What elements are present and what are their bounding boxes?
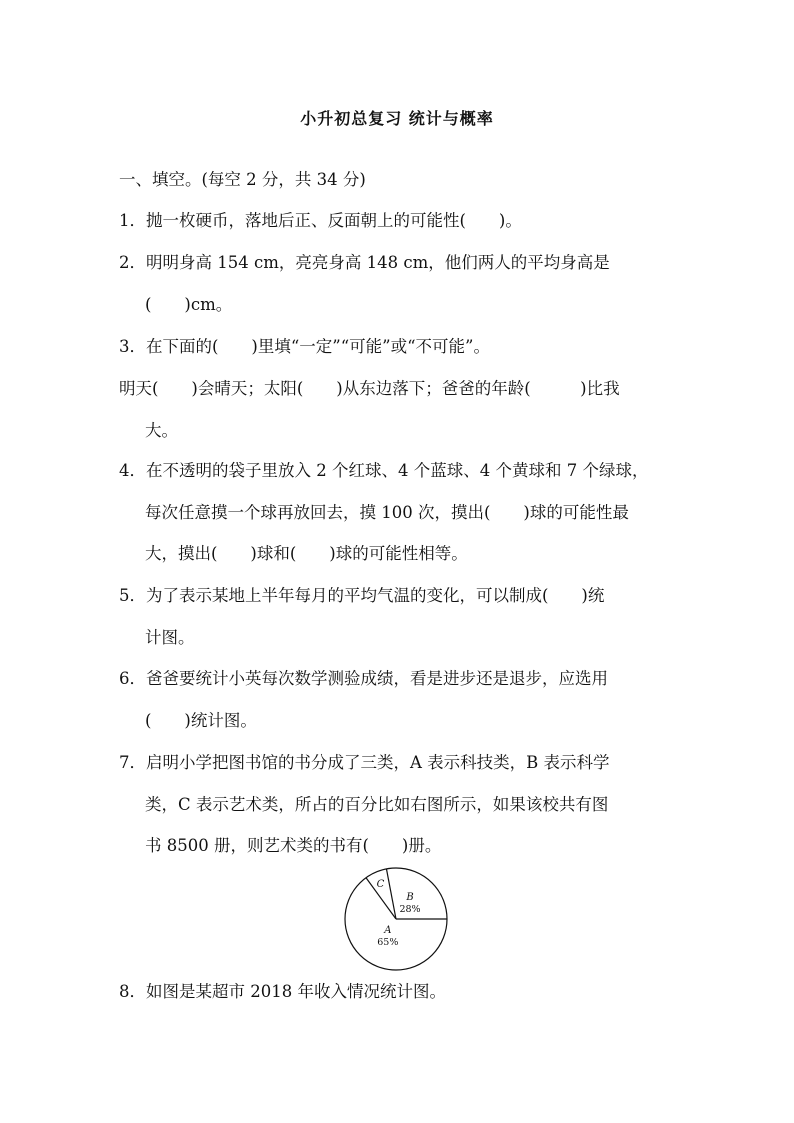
question-6-cont: ( )统计图。 xyxy=(145,711,257,730)
question-2: 2．明明身高 154 cm，亮亮身高 148 cm，他们两人的平均身高是 xyxy=(119,253,610,272)
pie-label-C: C xyxy=(376,879,385,891)
question-2-cont: ( )cm。 xyxy=(145,295,233,314)
question-3: 3．在下面的( )里填“一定”“可能”或“不可能”。 xyxy=(119,337,490,356)
question-6: 6．爸爸要统计小英每次数学测验成绩，看是进步还是退步，应选用 xyxy=(119,669,608,688)
pie-label-A: A xyxy=(384,925,392,937)
question-3-line-2: 明天( )会晴天；太阳( )从东边落下；爸爸的年龄( )比我 xyxy=(119,379,620,398)
question-1: 1．抛一枚硬币，落地后正、反面朝上的可能性( )。 xyxy=(119,211,522,230)
section-heading: 一、填空。(每空 2 分，共 34 分) xyxy=(119,170,366,189)
question-4-cont-2: 大，摸出( )球和( )球的可能性相等。 xyxy=(145,544,468,563)
question-7-cont-2: 书 8500 册，则艺术类的书有( )册。 xyxy=(145,836,442,855)
question-7-cont-1: 类，C 表示艺术类，所占的百分比如右图所示，如果该校共有图 xyxy=(145,795,609,814)
question-3-cont: 大。 xyxy=(145,421,178,440)
pie-chart xyxy=(342,866,452,974)
page-title: 小升初总复习 统计与概率 xyxy=(300,109,494,128)
question-4: 4．在不透明的袋子里放入 2 个红球、4 个蓝球、4 个黄球和 7 个绿球， xyxy=(119,461,649,480)
question-8: 8．如图是某超市 2018 年收入情况统计图。 xyxy=(119,982,446,1001)
question-4-cont-1: 每次任意摸一个球再放回去，摸 100 次，摸出( )球的可能性最 xyxy=(145,503,629,522)
question-5: 5．为了表示某地上半年每月的平均气温的变化，可以制成( )统 xyxy=(119,586,605,605)
question-7: 7．启明小学把图书馆的书分成了三类，A 表示科技类，B 表示科学 xyxy=(119,753,610,772)
pie-label-B: B xyxy=(406,892,414,904)
pie-value-B: 28% xyxy=(399,904,421,916)
question-5-cont: 计图。 xyxy=(145,628,195,647)
pie-value-A: 65% xyxy=(377,937,399,949)
